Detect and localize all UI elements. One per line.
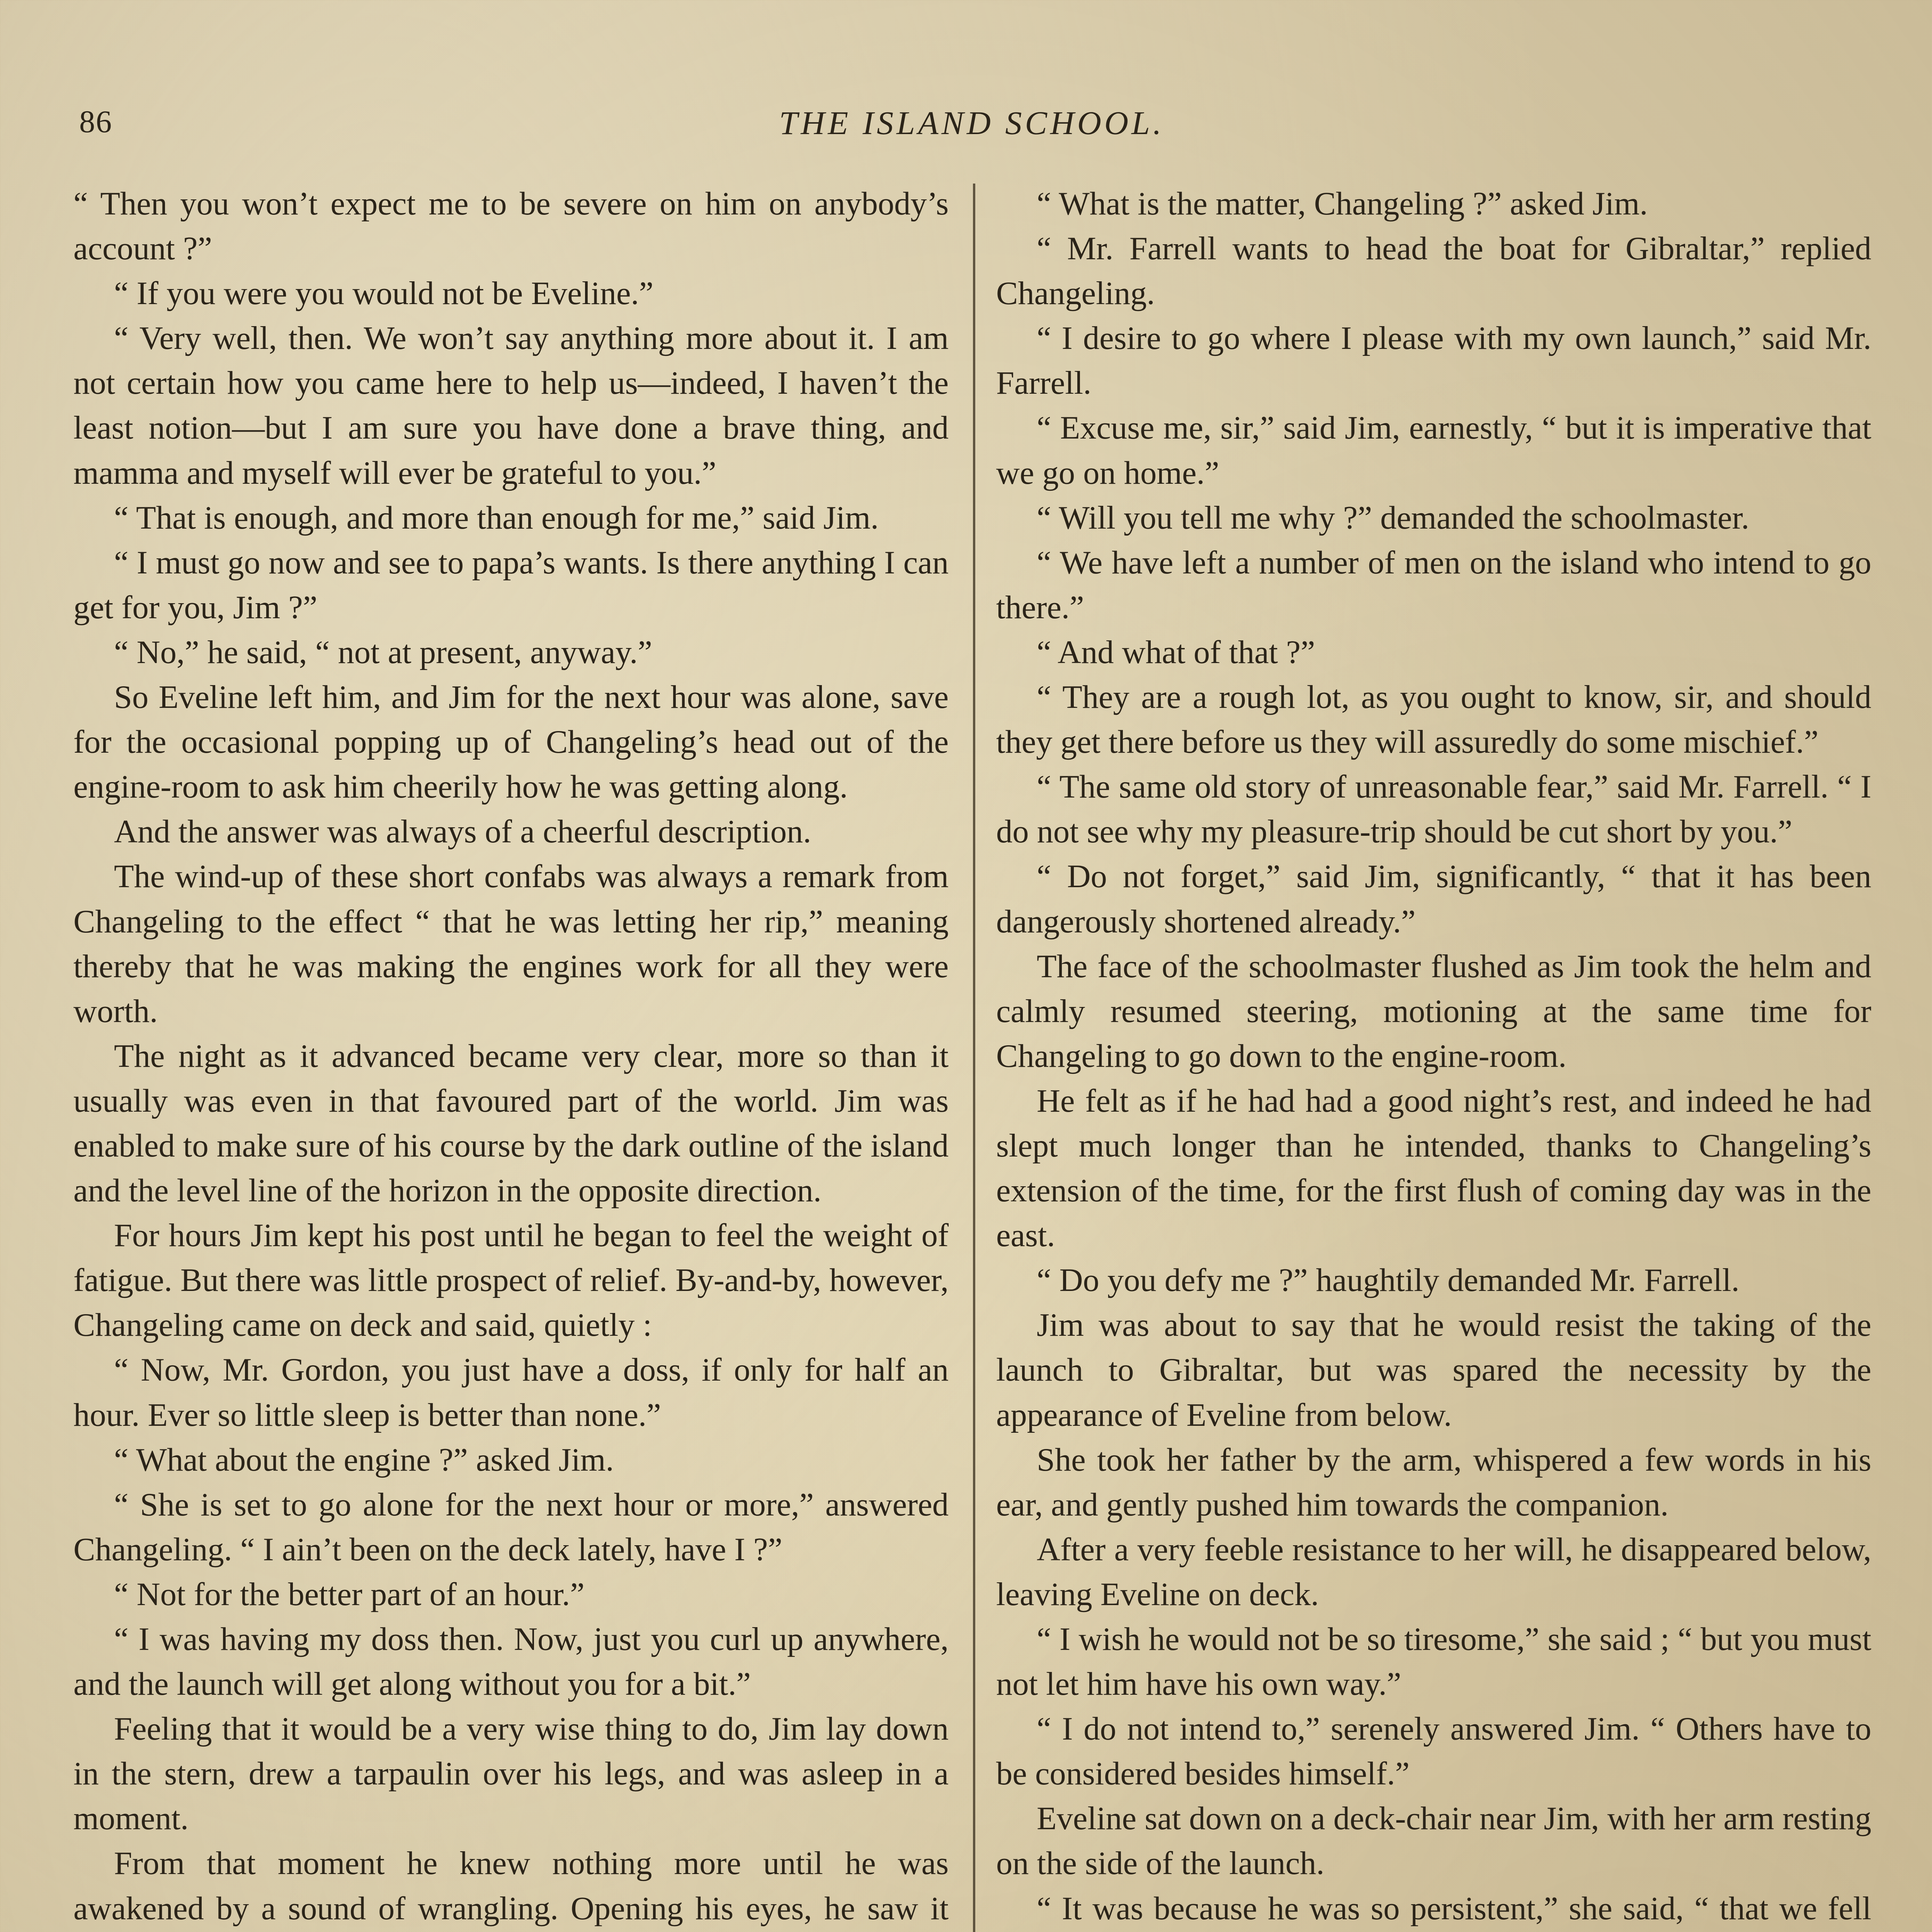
paragraph: “ Very well, then. We won’t say anything more about it. I am not certain how you came here to help us—indeed, I haven’t the least notion—but I am sure you have done a brave thing, and mamma and myself will ever be grateful to you.” xyxy=(73,320,949,491)
paragraph: “ What is the matter, Changeling ?” asked Jim. xyxy=(1037,186,1648,222)
paragraph: “ It was because he was so persistent,” she said, “ that we fell xyxy=(1037,1890,1871,1927)
paragraph: “ Mr. Farrell wants to head the boat for Gibraltar,” replied Changeling. xyxy=(996,231,1871,312)
paragraph: The wind-up of these short confabs was always a remark from Changeling to the effect “ that he was letting her rip,” meaning thereby that he was making the engines work for all they were worth. xyxy=(73,859,949,1029)
paragraph: “ I do not intend to,” serenely answered Jim. “ Others have to be considered besides himself.” xyxy=(996,1711,1871,1792)
paragraph: “ I must go now and see to papa’s wants. Is there anything I can get for you, Jim ?” xyxy=(73,544,949,626)
running-head: THE ISLAND SCHOOL. xyxy=(779,104,1165,141)
paragraph: Jim was about to say that he would resist the taking of the launch to Gibraltar, but was spared the necessity by the appearance of Eveline from below. xyxy=(996,1307,1871,1433)
left-column xyxy=(73,182,949,1932)
paragraph: From that moment he knew nothing more until he was awakened by a sound of wrangling. Opening his eyes, he saw it xyxy=(73,1845,949,1927)
paragraph: “ She is set to go alone for the next hour or more,” answered Changeling. “ I ain’t been on the deck lately, have I ?” xyxy=(73,1486,949,1568)
paragraph: “ The same old story of unreasonable fear,” said Mr. Farrell. “ I do not see why my pleasure-trip should be cut short by you.” xyxy=(996,769,1871,850)
paragraph: “ What about the engine ?” asked Jim. xyxy=(114,1442,614,1478)
paragraph: After a very feeble resistance to her will, he disappeared below, leaving Eveline on deck. xyxy=(996,1531,1871,1612)
paragraph: “ Then you won’t expect me to be severe on him on anybody’s account ?” xyxy=(73,186,949,267)
paragraph: “ I wish he would not be so tiresome,” she said ; “ but you must not let him have his own way.” xyxy=(996,1621,1871,1702)
paragraph: “ I desire to go where I please with my own launch,” said Mr. Farrell. xyxy=(996,320,1871,401)
page-header xyxy=(79,104,1864,158)
paragraph: “ Will you tell me why ?” demanded the schoolmaster. xyxy=(1037,500,1750,536)
paragraph: And the answer was always of a cheerful description. xyxy=(114,814,811,850)
paragraph: He felt as if he had had a good night’s rest, and indeed he had slept much longer than he intended, thanks to Changeling’s extension of the time, for the first flush of coming day was in the east. xyxy=(996,1083,1871,1254)
paragraph: “ And what of that ?” xyxy=(1037,634,1315,670)
paragraph: “ We have left a number of men on the island who intend to go there.” xyxy=(996,544,1871,626)
paragraph: “ I was having my doss then. Now, just you curl up anywhere, and the launch will get along without you for a bit.” xyxy=(73,1621,949,1702)
paragraph: “ Excuse me, sir,” said Jim, earnestly, “ but it is imperative that we go on home.” xyxy=(996,410,1871,491)
paragraph: “ If you were you would not be Eveline.” xyxy=(114,276,654,312)
paragraph: “ That is enough, and more than enough for me,” said Jim. xyxy=(114,500,879,536)
paragraph: “ Not for the better part of an hour.” xyxy=(114,1576,585,1612)
paragraph: So Eveline left him, and Jim for the next hour was alone, save for the occasional popping up of Changeling’s head out of the engine-room to ask him cheerily how he was getting along. xyxy=(73,679,949,805)
page-number: 86 xyxy=(79,104,112,139)
column-divider xyxy=(973,184,975,1932)
paragraph: Feeling that it would be a very wise thing to do, Jim lay down in the stern, drew a tarpaulin over his legs, and was asleep in a moment. xyxy=(73,1711,949,1837)
paragraph: Eveline sat down on a deck-chair near Jim, with her arm resting on the side of the launch. xyxy=(996,1801,1871,1882)
paragraph: The night as it advanced became very clear, more so than it usually was even in that favoured part of the world. Jim was enabled to make sure of his course by the dark outline of the island and the level line of the horizon in the opposite direction. xyxy=(73,1038,949,1209)
paragraph: She took her father by the arm, whispered a few words in his ear, and gently pushed him towards the companion. xyxy=(996,1442,1871,1523)
paragraph: The face of the schoolmaster flushed as Jim took the helm and calmly resumed steering, motioning at the same time for Changeling to go down to the engine-room. xyxy=(996,948,1871,1074)
paragraph: “ They are a rough lot, as you ought to know, sir, and should they get there before us they will assuredly do some mischief.” xyxy=(996,679,1871,760)
paragraph: “ Do you defy me ?” haughtily demanded Mr. Farrell. xyxy=(1037,1262,1740,1299)
paragraph: “ No,” he said, “ not at present, anyway.” xyxy=(114,634,652,670)
paragraph: For hours Jim kept his post until he began to feel the weight of fatigue. But there was little prospect of relief. By-and-by, however, Changeling came on deck and said, quietly : xyxy=(73,1218,949,1344)
right-column xyxy=(996,182,1871,1932)
paragraph: “ Do not forget,” said Jim, significantly, “ that it has been dangerously shortened already.” xyxy=(996,859,1871,940)
paragraph: “ Now, Mr. Gordon, you just have a doss, if only for half an hour. Ever so little sleep is better than none.” xyxy=(73,1352,949,1433)
